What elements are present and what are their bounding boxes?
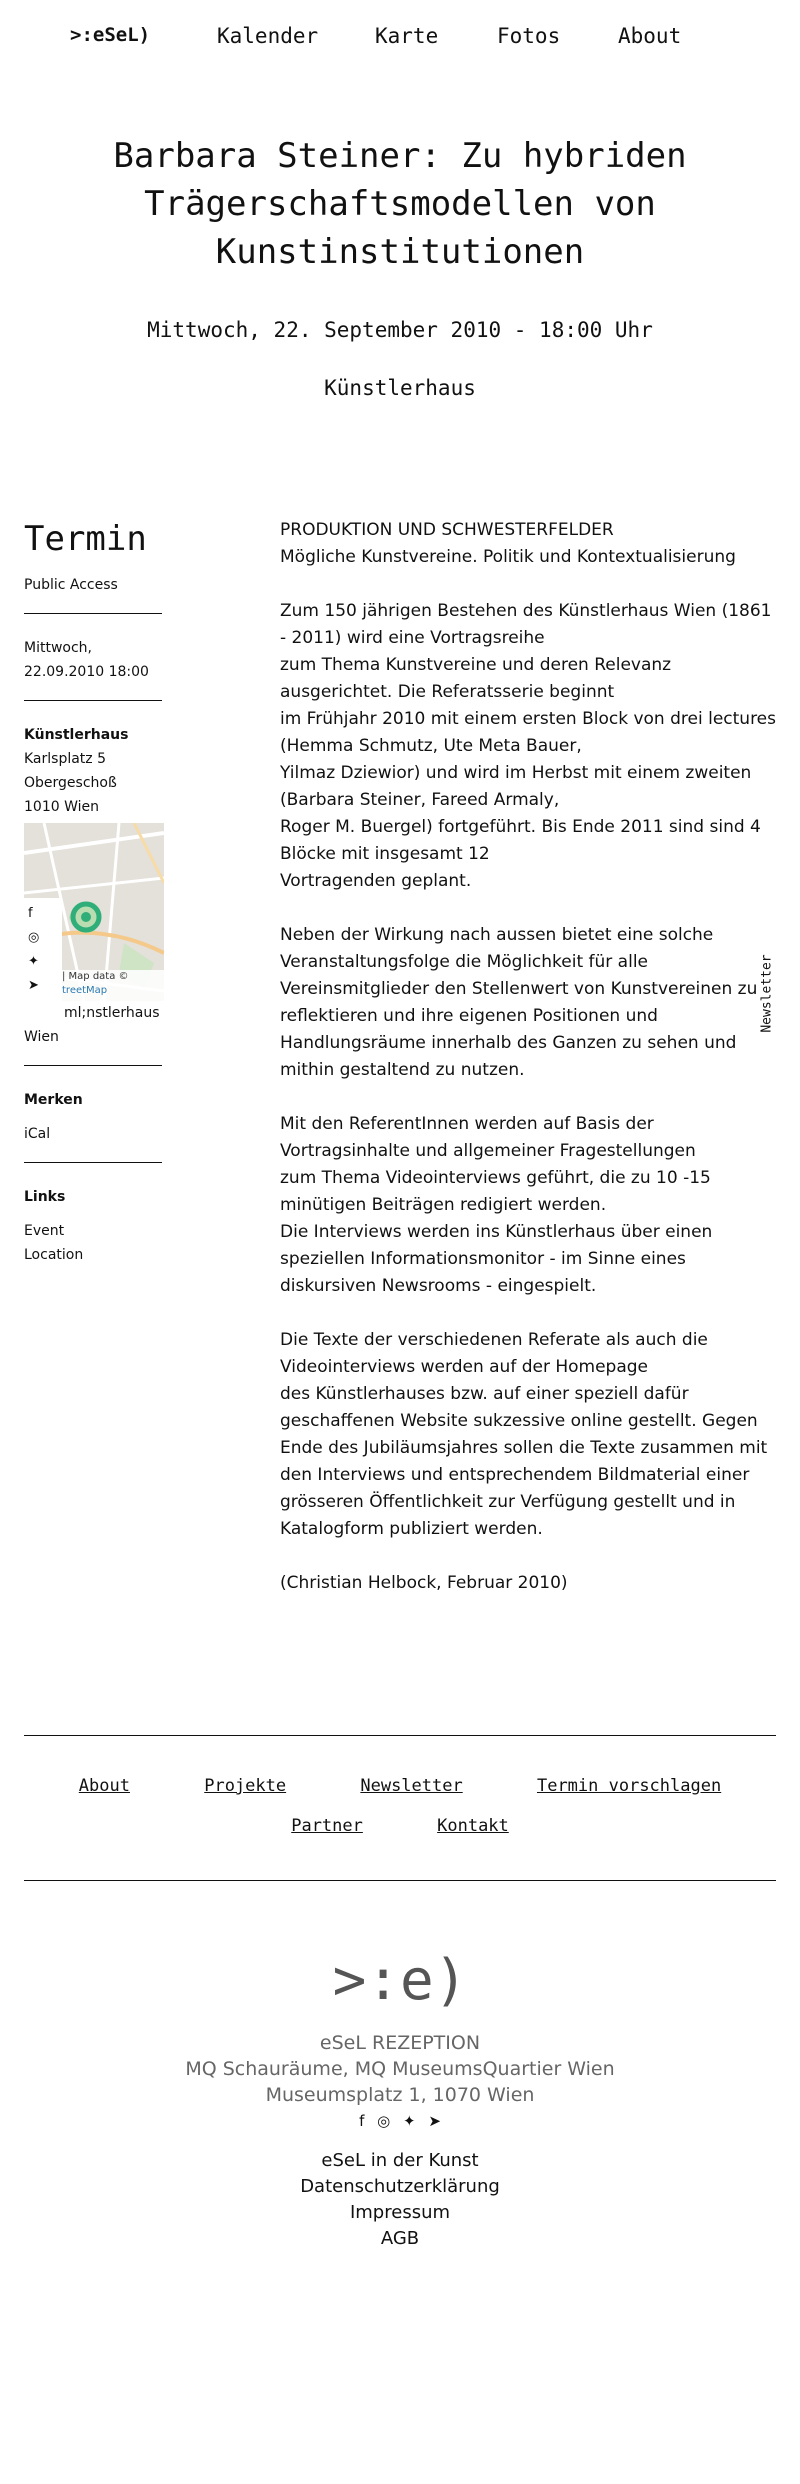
footer-divider [24, 1880, 776, 1881]
footer-link-newsletter[interactable]: Newsletter [360, 1776, 463, 1796]
divider [24, 1162, 162, 1163]
footer-divider [24, 1735, 776, 1736]
footer-link-about[interactable]: About [78, 1776, 130, 1796]
telegram-icon[interactable]: ➤ [28, 978, 39, 993]
ical-link[interactable]: iCal [24, 1126, 51, 1142]
location-map[interactable] [24, 823, 164, 1001]
date-line-1: Mittwoch, [24, 640, 92, 656]
footer-org-name: eSeL REZEPTION [319, 2032, 481, 2054]
newsletter-side-tab[interactable] [760, 950, 782, 1040]
footer-link-impressum[interactable]: Impressum [349, 2202, 451, 2223]
address-line-3: 1010 Wien [24, 799, 99, 815]
footer-links-row-2 [0, 1816, 800, 1836]
access-label: Public Access [24, 577, 118, 593]
description-paragraph: Mit den ReferentInnen werden auf Basis der Vortragsinhalte und allgemeiner Fragestellungen zum Thema Videointerviews geführt, die zu 10 -15 minütigen Beiträgen redigiert werden. Die Interviews werden ins Künstlerhaus über einen speziellen Informationsmonitor - im Sinne eines diskursiven Newsrooms - eingespielt. [280, 1114, 713, 1296]
termin-heading: Termin [24, 519, 147, 559]
nav-item-karte[interactable]: Karte [375, 24, 439, 48]
footer-link-termin-vorschlagen[interactable]: Termin vorschlagen [536, 1776, 722, 1796]
footer-logo: >:e) [332, 1948, 468, 2013]
map-link-line-1[interactable]: ml;nstlerhaus [64, 1005, 160, 1021]
description-paragraph: Zum 150 jährigen Bestehen des Künstlerhaus Wien (1861 - 2011) wird eine Vortragsreihe zum Thema Kunstvereine und deren Relevanz ausgerichtet. Die Referatsserie beginnt im Frühjahr 2010 mit einem ersten Block von drei lectures (Hemma Schmutz, Ute Meta Bauer, Yilmaz Dziewior) und wird im Herbst mit einem zweiten (Barbara Steiner, Fareed Armaly, Roger M. Buergel) fortgeführt. Bis Ende 2011 sind sind 4 Blöcke mit insgesamt 12 Vortragenden geplant. [280, 601, 776, 891]
description-paragraph: Neben der Wirkung nach aussen bietet eine solche Veranstaltungsfolge die Möglichkeit für alle Vereinsmitglieder den Stellenwert von Kunstvereinen zu reflektieren und ihre eigenen Positionen und Handlungsräume innerhalb des Ganzen zu sehen und mithin gestaltend zu nutzen. [280, 925, 758, 1080]
map-link-line-2[interactable]: Wien [24, 1029, 59, 1045]
links-heading: Links [24, 1189, 66, 1205]
description-paragraph: PRODUKTION UND SCHWESTERFELDER Mögliche Kunstvereine. Politik und Kontextualisierung [280, 520, 736, 567]
twitter-icon[interactable]: ✦ [28, 954, 39, 969]
top-navigation [0, 22, 800, 52]
site-logo[interactable]: >:eSeL) [70, 24, 151, 46]
nav-item-fotos[interactable]: Fotos [497, 24, 561, 48]
event-link[interactable]: Event [24, 1223, 65, 1239]
newsletter-tab-label[interactable]: Newsletter [759, 954, 775, 1033]
telegram-icon[interactable]: ➤ [428, 2112, 441, 2130]
address-line-1: Karlsplatz 5 [24, 751, 107, 767]
date-line-2: 22.09.2010 18:00 [24, 664, 149, 680]
merken-heading: Merken [24, 1092, 83, 1108]
instagram-icon[interactable]: ◎ [377, 2112, 391, 2130]
event-sidebar [24, 515, 164, 1267]
nav-item-kalender[interactable]: Kalender [217, 24, 319, 48]
map-attribution-link[interactable]: treetMap [62, 985, 108, 996]
instagram-icon[interactable]: ◎ [28, 930, 40, 945]
description-author: (Christian Helbock, Februar 2010) [280, 1573, 568, 1593]
footer-link-kontakt[interactable]: Kontakt [437, 1816, 509, 1836]
nav-item-about[interactable]: About [618, 24, 682, 48]
description-paragraph: Die Texte der verschiedenen Referate als auch die Videointerviews werden auf der Homepage des Künstlerhauses bzw. auf einer speziell dafür geschaffenen Website sukzessive online gestellt. Gegen Ende des Jubiläumsjahres sollen die Texte zusammen mit den Interviews und entsprechendem Bildmaterial einer grösseren Öffentlichkeit zur Verfügung gestellt und in Katalogform publiziert werden. [280, 1330, 768, 1539]
footer-link-agb[interactable]: AGB [380, 2228, 420, 2249]
location-link[interactable]: Location [24, 1247, 84, 1263]
floating-social-bar [24, 898, 62, 1001]
map-attribution-text: | Map data © [62, 971, 129, 982]
facebook-icon[interactable]: f [28, 906, 33, 921]
divider [24, 613, 162, 614]
event-description [280, 517, 776, 1624]
venue-name: Künstlerhaus [24, 727, 129, 743]
footer-link-esel-in-der-kunst[interactable]: eSeL in der Kunst [321, 2150, 479, 2171]
divider [24, 1065, 162, 1066]
divider [24, 700, 162, 701]
footer-social-icons [0, 2112, 800, 2130]
footer-location: MQ Schauräume, MQ MuseumsQuartier Wien [185, 2058, 615, 2080]
event-date: Mittwoch, 22. September 2010 - 18:00 Uhr [147, 318, 653, 342]
event-title: Barbara Steiner: Zu hybriden Trägerschaftsmodellen von Kunstinstitutionen [113, 136, 687, 272]
footer-links-row-1 [0, 1776, 800, 1796]
footer-link-partner[interactable]: Partner [291, 1816, 363, 1836]
footer-link-projekte[interactable]: Projekte [204, 1776, 287, 1796]
facebook-icon[interactable]: f [359, 2112, 365, 2130]
footer-link-datenschutz[interactable]: Datenschutzerklärung [300, 2176, 500, 2197]
map-attribution [62, 970, 164, 1001]
twitter-icon[interactable]: ✦ [403, 2112, 416, 2130]
address-line-2: Obergeschoß [24, 775, 117, 791]
event-venue: Künstlerhaus [324, 376, 476, 400]
footer-address: Museumsplatz 1, 1070 Wien [265, 2084, 535, 2106]
